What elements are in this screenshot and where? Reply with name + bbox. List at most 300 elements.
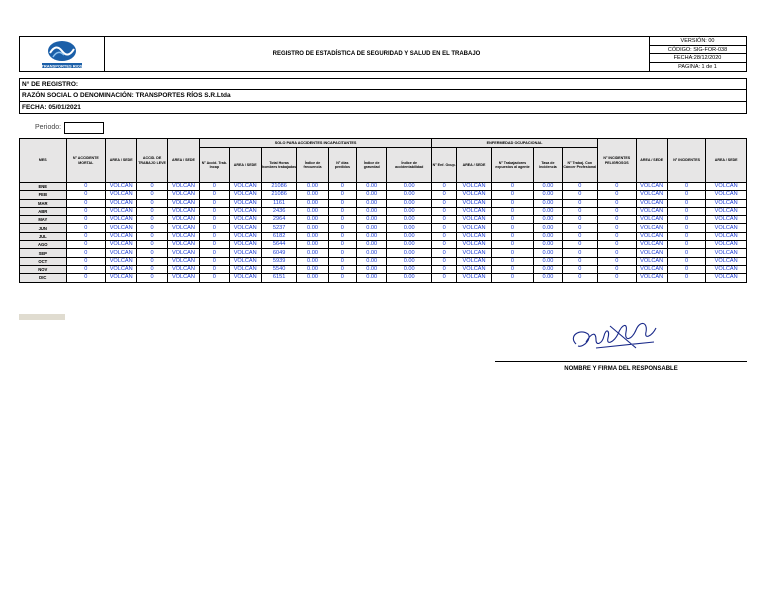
- table-cell: 0: [66, 183, 105, 191]
- table-cell: 0: [562, 257, 597, 265]
- document-title: REGISTRO DE ESTADÍSTICA DE SEGURIDAD Y SALUD EN EL TRABAJO: [104, 37, 650, 71]
- table-cell: 0: [667, 249, 705, 257]
- table-cell: 21086: [261, 191, 296, 199]
- table-cell: 0: [137, 216, 167, 224]
- table-cell: VOLCAN: [706, 274, 747, 282]
- razon-social-field: RAZÓN SOCIAL O DENOMINACIÓN: TRANSPORTES RÍOS S.R.Ltda: [19, 90, 747, 102]
- table-cell: VOLCAN: [106, 191, 137, 199]
- table-cell: 0.00: [297, 199, 328, 207]
- table-cell: 0.00: [297, 249, 328, 257]
- table-cell: 0: [491, 257, 534, 265]
- table-cell: 2436: [261, 207, 296, 215]
- table-cell: 0: [491, 216, 534, 224]
- table-cell: 0: [66, 249, 105, 257]
- table-cell: 0: [328, 216, 356, 224]
- table-cell: 0: [328, 199, 356, 207]
- table-cell: 0: [432, 191, 457, 199]
- table-cell: VOLCAN: [636, 249, 667, 257]
- table-cell: 0: [66, 216, 105, 224]
- header-cell: N° Enf. Ocup.: [432, 148, 457, 183]
- table-cell: VOLCAN: [106, 232, 137, 240]
- table-cell: 0: [667, 265, 705, 273]
- header-cell: N° Trabaj. Con Cáncer Profesional: [562, 148, 597, 183]
- table-cell: VOLCAN: [636, 232, 667, 240]
- table-cell: VOLCAN: [167, 199, 199, 207]
- table-cell: 0: [66, 265, 105, 273]
- table-cell: VOLCAN: [706, 265, 747, 273]
- table-cell: 0: [200, 207, 229, 215]
- table-cell: 0.00: [534, 191, 562, 199]
- table-cell: 0: [562, 232, 597, 240]
- registro-field: N° DE REGISTRO:: [19, 78, 747, 90]
- code-label: CÓDIGO: SIG-FOR-038: [649, 46, 746, 55]
- table-row: [20, 257, 747, 265]
- table-cell: 0: [328, 191, 356, 199]
- table-cell: 0: [598, 232, 636, 240]
- table-cell: 0.00: [357, 265, 387, 273]
- table-cell: 0.00: [387, 249, 432, 257]
- header-cell: N° ACCIDENTE MORTAL: [66, 139, 105, 183]
- header-cell: N° Accid. Trab. Incap: [200, 148, 229, 183]
- table-cell: 0: [137, 265, 167, 273]
- table-cell: 0: [491, 249, 534, 257]
- table-cell: 0: [562, 265, 597, 273]
- table-cell: 0: [66, 191, 105, 199]
- month-cell: MAY: [20, 216, 67, 224]
- table-cell: VOLCAN: [636, 216, 667, 224]
- header-cell: N° días perdidos: [328, 148, 356, 183]
- month-cell: DIC: [20, 274, 67, 282]
- periodo-input[interactable]: [64, 122, 104, 134]
- table-cell: VOLCAN: [457, 241, 491, 249]
- month-cell: AGO: [20, 241, 67, 249]
- table-cell: VOLCAN: [167, 241, 199, 249]
- table-cell: 5237: [261, 224, 296, 232]
- document-meta: [649, 37, 746, 71]
- table-cell: 0: [491, 224, 534, 232]
- header-cell: AREA / SEDE: [229, 148, 261, 183]
- table-cell: VOLCAN: [457, 232, 491, 240]
- table-cell: VOLCAN: [706, 183, 747, 191]
- table-cell: 0.00: [357, 249, 387, 257]
- table-cell: 0.00: [387, 199, 432, 207]
- group-header-enfermedad: ENFERMEDAD OCUPACIONAL: [432, 139, 598, 148]
- table-cell: 0: [562, 191, 597, 199]
- table-cell: 0: [562, 241, 597, 249]
- table-cell: 0: [66, 241, 105, 249]
- table-cell: VOLCAN: [706, 257, 747, 265]
- table-cell: 0: [432, 199, 457, 207]
- table-cell: 0: [491, 191, 534, 199]
- header-cell: N° Trabajadores expuestos al agente: [491, 148, 534, 183]
- table-cell: 0: [137, 241, 167, 249]
- table-cell: VOLCAN: [167, 232, 199, 240]
- table-cell: VOLCAN: [229, 191, 261, 199]
- table-cell: 0: [137, 199, 167, 207]
- table-cell: VOLCAN: [167, 257, 199, 265]
- table-cell: VOLCAN: [457, 265, 491, 273]
- table-cell: 0: [667, 216, 705, 224]
- table-cell: 0: [598, 207, 636, 215]
- table-cell: 0: [137, 257, 167, 265]
- table-cell: VOLCAN: [106, 224, 137, 232]
- table-cell: 0: [328, 224, 356, 232]
- table-cell: VOLCAN: [106, 207, 137, 215]
- table-cell: VOLCAN: [229, 257, 261, 265]
- header-cell: AREA / SEDE: [167, 139, 199, 183]
- month-cell: JUL: [20, 232, 67, 240]
- company-logo: [20, 37, 105, 71]
- month-cell: JUN: [20, 224, 67, 232]
- table-cell: 0.00: [297, 232, 328, 240]
- table-row: [20, 191, 747, 199]
- table-cell: 0: [328, 249, 356, 257]
- table-cell: VOLCAN: [229, 207, 261, 215]
- header-cell: MES: [20, 139, 67, 183]
- table-cell: 0: [66, 274, 105, 282]
- table-cell: 0.00: [357, 183, 387, 191]
- table-cell: 21086: [261, 183, 296, 191]
- table-cell: 0.00: [534, 183, 562, 191]
- table-cell: 0: [598, 199, 636, 207]
- table-row: [20, 249, 747, 257]
- table-cell: 0.00: [534, 207, 562, 215]
- table-cell: VOLCAN: [636, 241, 667, 249]
- table-cell: 0.00: [357, 216, 387, 224]
- table-cell: VOLCAN: [229, 199, 261, 207]
- table-cell: 0: [328, 274, 356, 282]
- table-cell: 0: [66, 257, 105, 265]
- table-cell: VOLCAN: [636, 191, 667, 199]
- table-cell: VOLCAN: [706, 249, 747, 257]
- table-cell: 0.00: [534, 224, 562, 232]
- table-cell: 0.00: [534, 216, 562, 224]
- table-cell: 0.00: [387, 224, 432, 232]
- table-cell: VOLCAN: [457, 199, 491, 207]
- table-cell: 0: [200, 257, 229, 265]
- table-cell: 0: [598, 249, 636, 257]
- table-cell: VOLCAN: [229, 274, 261, 282]
- table-row: [20, 199, 747, 207]
- table-row: [20, 274, 747, 282]
- table-cell: 0.00: [297, 241, 328, 249]
- table-cell: 0: [491, 207, 534, 215]
- header-cell: N° INCIDENTES PELIGROSOS: [598, 139, 636, 183]
- table-cell: VOLCAN: [457, 257, 491, 265]
- table-cell: VOLCAN: [106, 265, 137, 273]
- table-cell: VOLCAN: [706, 224, 747, 232]
- version-label: VERSIÓN: 00: [649, 37, 746, 46]
- signature-image: [566, 314, 666, 356]
- table-cell: 0.00: [297, 224, 328, 232]
- table-cell: 0.00: [534, 199, 562, 207]
- table-cell: VOLCAN: [636, 183, 667, 191]
- table-cell: VOLCAN: [229, 216, 261, 224]
- table-cell: 0: [491, 265, 534, 273]
- table-cell: VOLCAN: [229, 249, 261, 257]
- table-cell: 0.00: [534, 274, 562, 282]
- table-cell: VOLCAN: [106, 199, 137, 207]
- table-cell: 0: [200, 216, 229, 224]
- table-cell: VOLCAN: [106, 274, 137, 282]
- table-cell: 0: [66, 224, 105, 232]
- table-cell: 0.00: [387, 257, 432, 265]
- table-cell: 0: [200, 183, 229, 191]
- table-cell: 0: [328, 241, 356, 249]
- table-cell: VOLCAN: [457, 207, 491, 215]
- table-cell: 0.00: [297, 257, 328, 265]
- header-cell: ACCID. DE TRABAJO LEVE: [137, 139, 167, 183]
- table-cell: 0: [598, 224, 636, 232]
- table-cell: 0: [137, 183, 167, 191]
- table-cell: 0.00: [387, 241, 432, 249]
- table-cell: 0: [491, 241, 534, 249]
- table-cell: VOLCAN: [706, 199, 747, 207]
- date-label: FECHA:28/12/2020: [649, 54, 746, 63]
- table-cell: 0.00: [387, 232, 432, 240]
- table-cell: 0: [432, 274, 457, 282]
- table-cell: 0.00: [534, 257, 562, 265]
- table-row: [20, 183, 747, 191]
- table-cell: 0: [491, 199, 534, 207]
- table-cell: VOLCAN: [106, 249, 137, 257]
- month-cell: FEB: [20, 191, 67, 199]
- table-cell: 0: [200, 224, 229, 232]
- table-cell: 0.00: [357, 224, 387, 232]
- table-cell: 0: [432, 249, 457, 257]
- table-cell: VOLCAN: [167, 191, 199, 199]
- table-cell: 0: [432, 265, 457, 273]
- table-cell: VOLCAN: [706, 191, 747, 199]
- table-cell: VOLCAN: [706, 207, 747, 215]
- table-cell: VOLCAN: [636, 274, 667, 282]
- table-cell: 0: [562, 183, 597, 191]
- table-cell: 0: [667, 274, 705, 282]
- header-cell: Índice de gravedad: [357, 148, 387, 183]
- table-cell: 0.00: [387, 191, 432, 199]
- signature-label: NOMBRE Y FIRMA DEL RESPONSABLE: [564, 366, 678, 372]
- table-row: [20, 224, 747, 232]
- table-cell: VOLCAN: [636, 199, 667, 207]
- table-cell: 0: [491, 274, 534, 282]
- table-cell: VOLCAN: [706, 241, 747, 249]
- table-cell: VOLCAN: [167, 274, 199, 282]
- month-cell: MAR: [20, 199, 67, 207]
- table-cell: VOLCAN: [706, 216, 747, 224]
- table-cell: 0: [66, 207, 105, 215]
- table-cell: 0: [562, 224, 597, 232]
- table-cell: 0: [562, 249, 597, 257]
- table-cell: 0.00: [534, 241, 562, 249]
- table-cell: VOLCAN: [457, 191, 491, 199]
- table-cell: 0: [562, 216, 597, 224]
- table-cell: 0.00: [357, 191, 387, 199]
- table-cell: 0: [598, 257, 636, 265]
- table-cell: 0: [598, 274, 636, 282]
- table-cell: 0: [328, 207, 356, 215]
- table-cell: VOLCAN: [636, 224, 667, 232]
- table-cell: 0: [432, 257, 457, 265]
- table-cell: 0.00: [387, 216, 432, 224]
- table-row: [20, 232, 747, 240]
- table-cell: VOLCAN: [457, 183, 491, 191]
- header-cell: Índice de frecuencia: [297, 148, 328, 183]
- table-cell: 0: [66, 232, 105, 240]
- table-cell: VOLCAN: [167, 249, 199, 257]
- logo-text: TRANSPORTES RIOS: [41, 63, 83, 69]
- header-cell: N° INCIDENTES: [667, 139, 705, 183]
- table-cell: 0: [328, 232, 356, 240]
- table-cell: VOLCAN: [106, 183, 137, 191]
- month-cell: NOV: [20, 265, 67, 273]
- table-cell: 0: [200, 191, 229, 199]
- table-cell: 5939: [261, 257, 296, 265]
- table-cell: 0: [598, 191, 636, 199]
- fecha-field: FECHA: 05/01/2021: [19, 102, 747, 114]
- table-cell: 0: [667, 207, 705, 215]
- table-cell: 0: [667, 224, 705, 232]
- table-cell: VOLCAN: [167, 265, 199, 273]
- table-cell: 0: [598, 265, 636, 273]
- table-cell: 5540: [261, 265, 296, 273]
- table-cell: 0.00: [534, 249, 562, 257]
- table-cell: 0.00: [357, 257, 387, 265]
- table-cell: 0: [667, 183, 705, 191]
- table-cell: 6151: [261, 274, 296, 282]
- table-cell: 0: [667, 241, 705, 249]
- table-cell: 0: [137, 191, 167, 199]
- table-body: [20, 183, 747, 283]
- table-cell: VOLCAN: [167, 183, 199, 191]
- table-cell: 0.00: [387, 183, 432, 191]
- table-cell: 6049: [261, 249, 296, 257]
- table-cell: 2964: [261, 216, 296, 224]
- document-header: [19, 36, 747, 72]
- table-cell: VOLCAN: [106, 257, 137, 265]
- table-cell: 0: [137, 232, 167, 240]
- table-cell: VOLCAN: [457, 274, 491, 282]
- table-cell: VOLCAN: [636, 265, 667, 273]
- table-cell: 0: [200, 265, 229, 273]
- table-cell: 0: [432, 216, 457, 224]
- header-cell: Tasa de Incidencia: [534, 148, 562, 183]
- table-cell: 5644: [261, 241, 296, 249]
- header-cell: AREA / SEDE: [636, 139, 667, 183]
- table-cell: 0: [432, 241, 457, 249]
- table-cell: 0: [667, 232, 705, 240]
- table-cell: 0.00: [357, 199, 387, 207]
- table-cell: 0: [328, 183, 356, 191]
- month-cell: ENE: [20, 183, 67, 191]
- table-cell: 0.00: [357, 232, 387, 240]
- table-cell: VOLCAN: [457, 224, 491, 232]
- table-cell: VOLCAN: [106, 241, 137, 249]
- table-cell: 0.00: [297, 265, 328, 273]
- table-cell: 0.00: [297, 274, 328, 282]
- table-cell: 0.00: [357, 274, 387, 282]
- table-cell: VOLCAN: [167, 224, 199, 232]
- table-cell: VOLCAN: [229, 232, 261, 240]
- table-cell: 0: [491, 183, 534, 191]
- table-cell: 0: [200, 274, 229, 282]
- month-cell: SEP: [20, 249, 67, 257]
- table-cell: 0: [200, 241, 229, 249]
- table-cell: 0.00: [297, 207, 328, 215]
- table-cell: 0: [200, 249, 229, 257]
- table-cell: 0: [562, 274, 597, 282]
- table-row: [20, 241, 747, 249]
- table-row: [20, 207, 747, 215]
- table-cell: 0: [137, 207, 167, 215]
- table-cell: 0: [200, 232, 229, 240]
- table-cell: VOLCAN: [229, 224, 261, 232]
- table-cell: 0: [598, 216, 636, 224]
- table-cell: 0: [328, 265, 356, 273]
- table-cell: VOLCAN: [636, 207, 667, 215]
- table-cell: VOLCAN: [229, 265, 261, 273]
- table-cell: 1161: [261, 199, 296, 207]
- table-cell: 0: [598, 241, 636, 249]
- sheet-footer-bar: [19, 314, 65, 320]
- table-cell: VOLCAN: [457, 216, 491, 224]
- header-cell: AREA / SEDE: [106, 139, 137, 183]
- table-cell: 0.00: [387, 207, 432, 215]
- table-cell: 0.00: [387, 274, 432, 282]
- month-cell: OCT: [20, 257, 67, 265]
- table-cell: 0: [137, 274, 167, 282]
- table-cell: 0.00: [297, 216, 328, 224]
- table-cell: VOLCAN: [636, 257, 667, 265]
- table-cell: 0.00: [357, 241, 387, 249]
- table-cell: VOLCAN: [706, 232, 747, 240]
- table-cell: VOLCAN: [229, 241, 261, 249]
- table-cell: 0: [491, 232, 534, 240]
- table-cell: 0: [137, 224, 167, 232]
- signature-line: [495, 361, 747, 362]
- table-cell: 0.00: [297, 191, 328, 199]
- table-cell: VOLCAN: [457, 249, 491, 257]
- header-cell: Índice de accidentabilidad: [387, 148, 432, 183]
- header-cell: AREA / SEDE: [706, 139, 747, 183]
- table-cell: 0: [598, 183, 636, 191]
- page-label: PAGINA: 1 de 1: [678, 63, 717, 70]
- group-header-incapacitantes: SOLO PARA ACCIDENTES INCAPACITANTES: [200, 139, 432, 148]
- table-cell: 0: [432, 232, 457, 240]
- table-cell: 0.00: [534, 232, 562, 240]
- table-cell: 0: [667, 199, 705, 207]
- statistics-table: [19, 138, 747, 283]
- table-cell: 0.00: [297, 183, 328, 191]
- table-cell: 0: [328, 257, 356, 265]
- table-cell: 0: [432, 183, 457, 191]
- table-cell: VOLCAN: [106, 216, 137, 224]
- header-cell: Total Horas hombres trabajadas: [261, 148, 296, 183]
- table-row: [20, 216, 747, 224]
- transportes-rios-logo-icon: [20, 37, 104, 71]
- table-cell: 0: [562, 199, 597, 207]
- table-cell: 0: [66, 199, 105, 207]
- table-cell: VOLCAN: [167, 207, 199, 215]
- month-cell: ABR: [20, 207, 67, 215]
- periodo-label: Periodo:: [35, 124, 62, 131]
- table-cell: 0: [137, 249, 167, 257]
- table-cell: 0: [562, 207, 597, 215]
- table-cell: VOLCAN: [229, 183, 261, 191]
- table-cell: 0: [432, 224, 457, 232]
- table-row: [20, 265, 747, 273]
- table-cell: VOLCAN: [167, 216, 199, 224]
- header-cell: AREA / SEDE: [457, 148, 491, 183]
